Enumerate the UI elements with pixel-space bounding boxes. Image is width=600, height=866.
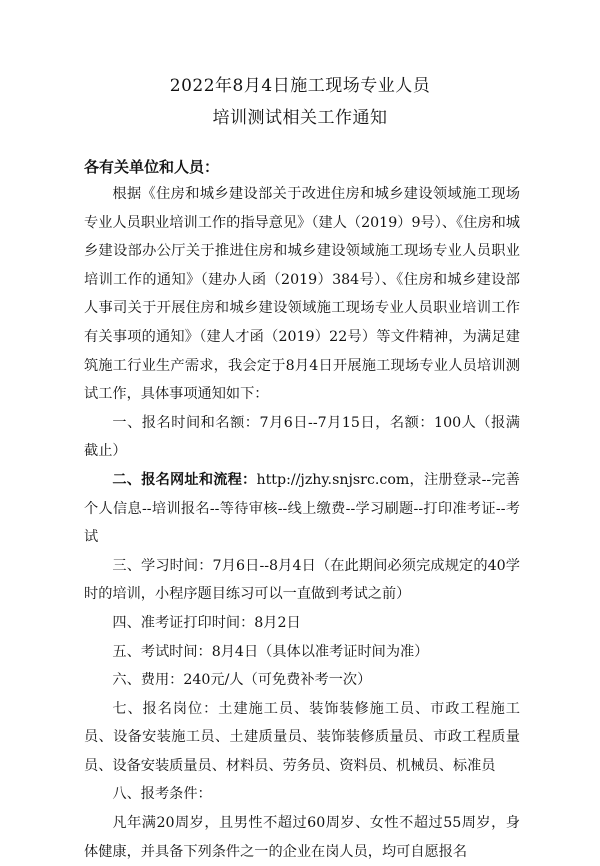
document-body (84, 180, 520, 866)
item-conditions-heading: 八、报考条件： (112, 786, 212, 803)
item-study-time: 三、学习时间：7月6日--8月4日（在此期间必须完成规定的40学时的培训，小程序题目练习可以一直做到考试之前） (84, 557, 520, 603)
item-conditions-text: 凡年满20周岁，且男性不超过60周岁、女性不超过55周岁，身体健康，并具备下列条件之一的企业在岗人员，均可自愿报名 (84, 815, 520, 860)
item-exam-time: 五、考试时间：8月4日（具体以准考证时间为准） (112, 643, 429, 660)
item-registration-time: 一、报名时间和名额：7月6日--7月15日，名额：100人（报满截止） (84, 414, 520, 460)
salutation: 各有关单位和人员： (84, 158, 220, 176)
intro-paragraph: 根据《住房和城乡建设部关于改进住房和城乡建设领域施工现场专业人员职业培训工作的指导意见》（建人（2019）9号）、《住房和城乡建设部办公厅关于推进住房和城乡建设领域施工现场专业人员职业培训工作的通知》（建办人函（2019）384号）、《住房和城乡建设部人事司关于开展住房和城乡建设领域施工现场专业人员职业培训工作有关事项的通知》（建人才函（2019）22号）等文件精神，为满足建筑施工行业生产需求，我会定于8月4日开展施工现场专业人员培训测试工作，具体事项通知如下： (84, 186, 520, 403)
item-registration-site (84, 466, 520, 552)
document-title-line2: 培训测试相关工作通知 (212, 108, 388, 128)
item-registration-site-text: http://jzhy.snjsrc.com，注册登录--完善个人信息--培训报名--等待审核--线上缴费--学习刷题--打印准考证--考试 (84, 471, 520, 546)
item-fee: 六、费用：240元/人（可免费补考一次） (112, 672, 372, 689)
item-admission-print: 四、准考证打印时间：8月2日 (112, 614, 301, 631)
item-registration-site-label: 二、报名网址和流程： (112, 471, 257, 488)
document-title-line1: 2022年8月4日施工现场专业人员 (169, 76, 431, 96)
item-positions: 七、报名岗位：土建施工员、装饰装修施工员、市政工程施工员、设备安装施工员、土建质量员、装饰装修质量员、市政工程质量员、设备安装质量员、材料员、劳务员、资料员、机械员、标准员 (84, 700, 520, 774)
